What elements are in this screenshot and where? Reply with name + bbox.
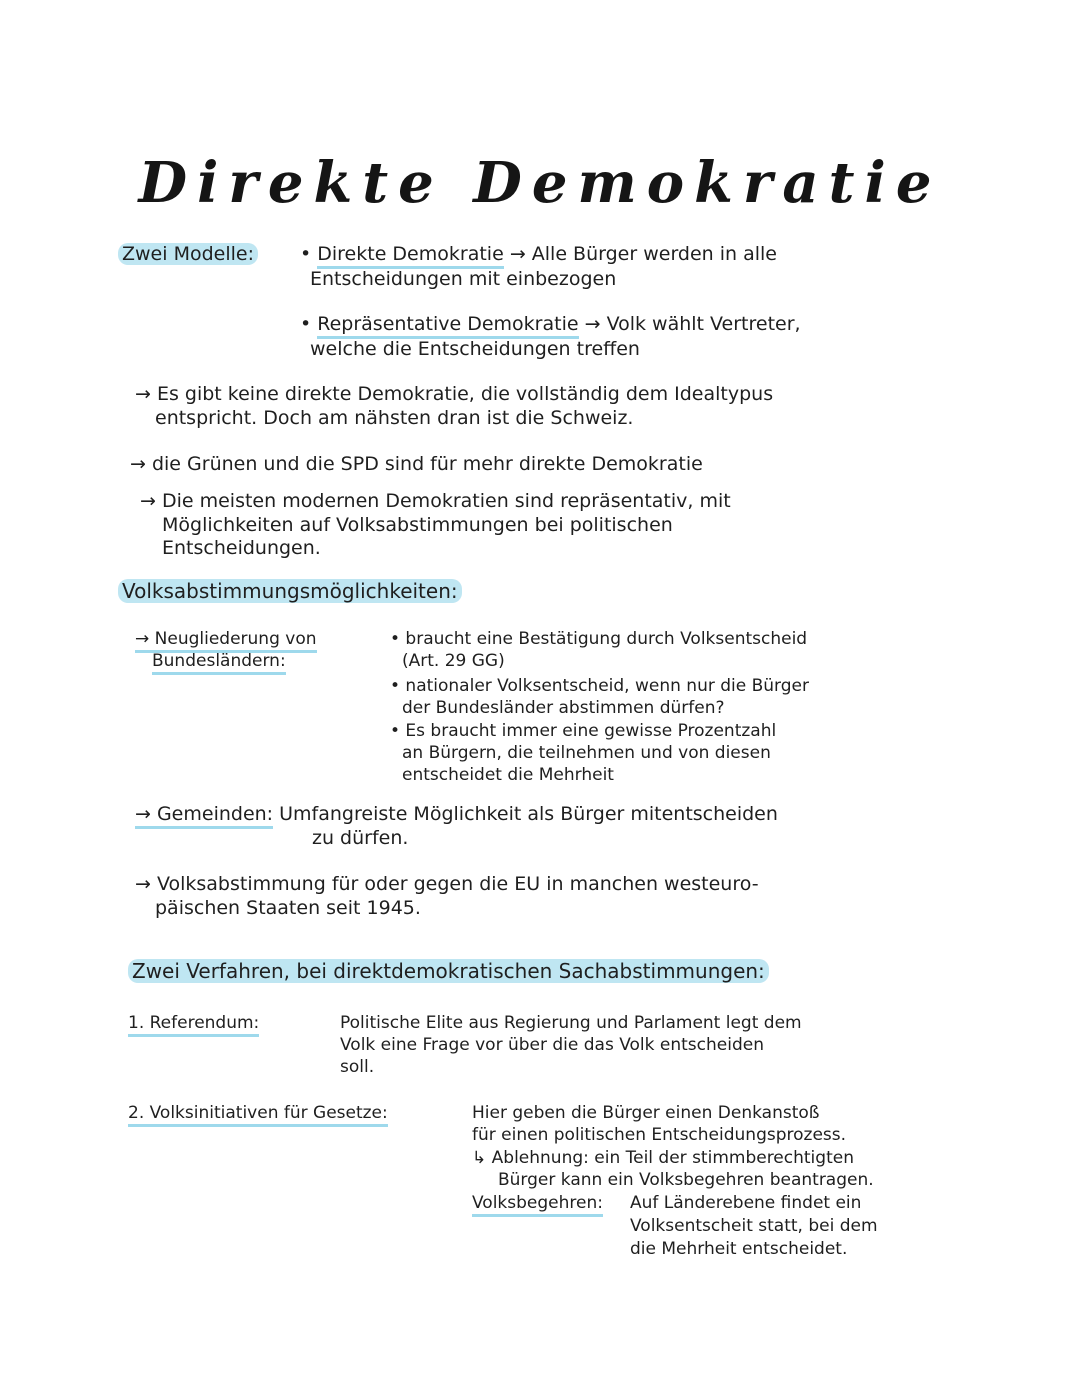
bullet-icon: •	[300, 313, 318, 335]
volksinitiativen-line3: ↳ Ablehnung: ein Teil der stimmberechtigten	[472, 1148, 854, 1168]
bullet-icon: •	[300, 243, 318, 265]
modelle-item1-text: → Alle Bürger werden in alle	[509, 243, 777, 265]
note1-line1: → Es gibt keine direkte Demokratie, die vollständig dem Idealtypus	[135, 383, 774, 405]
eu-line2: päischen Staaten seit 1945.	[155, 897, 421, 919]
note2-line1: → die Grünen und die SPD sind für mehr direkte Demokratie	[130, 453, 703, 475]
volksinitiativen-label-text: 2. Volksinitiativen für Gesetze:	[128, 1103, 388, 1127]
modelle-item2-line1	[300, 313, 801, 336]
neugliederung-label-text: → Neugliederung von	[135, 629, 317, 653]
modelle-item2-text: → Volk wählt Vertreter,	[584, 313, 801, 335]
volks-bullet2-line1: • nationaler Volksentscheid, wenn nur die Bürger	[390, 676, 809, 696]
verfahren-heading	[128, 958, 769, 984]
gemeinden-line1	[135, 803, 778, 826]
note3-line3: Entscheidungen.	[162, 537, 321, 559]
volksbegehren-label-text: Volksbegehren:	[472, 1193, 603, 1217]
modelle-item2-line2: welche die Entscheidungen treffen	[310, 338, 640, 360]
volksinitiativen-line2: für einen politischen Entscheidungsprozess.	[472, 1125, 847, 1145]
volks-bullet2-line2: der Bundesländer abstimmen dürfen?	[402, 698, 725, 718]
modelle-label-text: Zwei Modelle:	[118, 243, 258, 265]
volks-bullet3-line3: entscheidet die Mehrheit	[402, 765, 614, 785]
modelle-item1-line2: Entscheidungen mit einbezogen	[310, 268, 617, 290]
note1-line2: entspricht. Doch am nähsten dran ist die Schweiz.	[155, 407, 634, 429]
volksbegehren-line3: die Mehrheit entscheidet.	[630, 1239, 848, 1259]
referendum-line3: soll.	[340, 1057, 375, 1077]
volks-bullet1-line1: • braucht eine Bestätigung durch Volksentscheid	[390, 629, 808, 649]
volksinitiativen-label	[128, 1102, 388, 1124]
volks-bullet3-line1: • Es braucht immer eine gewisse Prozentzahl	[390, 721, 777, 741]
neugliederung-label-line1	[135, 628, 317, 650]
modelle-item1-term: Direkte Demokratie	[317, 243, 504, 269]
volksbegehren-label	[472, 1192, 603, 1214]
modelle-item1-line1	[300, 243, 777, 266]
referendum-line1: Politische Elite aus Regierung und Parlament legt dem	[340, 1013, 802, 1033]
gemeinden-line2: zu dürfen.	[312, 827, 409, 849]
volksbegehren-line2: Volksentscheit statt, bei dem	[630, 1216, 878, 1236]
gemeinden-label: → Gemeinden:	[135, 803, 273, 829]
referendum-label-text: 1. Referendum:	[128, 1013, 259, 1037]
volks-heading	[118, 578, 462, 604]
note3-line2: Möglichkeiten auf Volksabstimmungen bei politischen	[162, 514, 673, 536]
volks-bullet3-line2: an Bürgern, die teilnehmen und von diesen	[402, 743, 771, 763]
referendum-line2: Volk eine Frage vor über die das Volk entscheiden	[340, 1035, 764, 1055]
volksinitiativen-line1: Hier geben die Bürger einen Denkanstoß	[472, 1103, 820, 1123]
page-title: Direkte Demokratie	[138, 150, 942, 216]
volksbegehren-line1: Auf Länderebene findet ein	[630, 1193, 862, 1213]
neugliederung-label-text2: Bundesländern:	[152, 651, 286, 675]
eu-line1: → Volksabstimmung für oder gegen die EU in manchen westeuro-	[135, 873, 759, 895]
modelle-label	[118, 243, 258, 266]
gemeinden-text: Umfangreiste Möglichkeit als Bürger mitentscheiden	[279, 803, 778, 825]
referendum-label	[128, 1012, 259, 1034]
volks-bullet1-line2: (Art. 29 GG)	[402, 651, 505, 671]
modelle-item2-term: Repräsentative Demokratie	[317, 313, 578, 339]
note3-line1: → Die meisten modernen Demokratien sind repräsentativ, mit	[140, 490, 731, 512]
verfahren-heading-text: Zwei Verfahren, bei direktdemokratischen Sachabstimmungen:	[128, 959, 769, 983]
neugliederung-label-line2	[152, 650, 286, 672]
volksinitiativen-line4: Bürger kann ein Volksbegehren beantragen.	[498, 1170, 874, 1190]
volks-heading-text: Volksabstimmungsmöglichkeiten:	[118, 579, 462, 603]
